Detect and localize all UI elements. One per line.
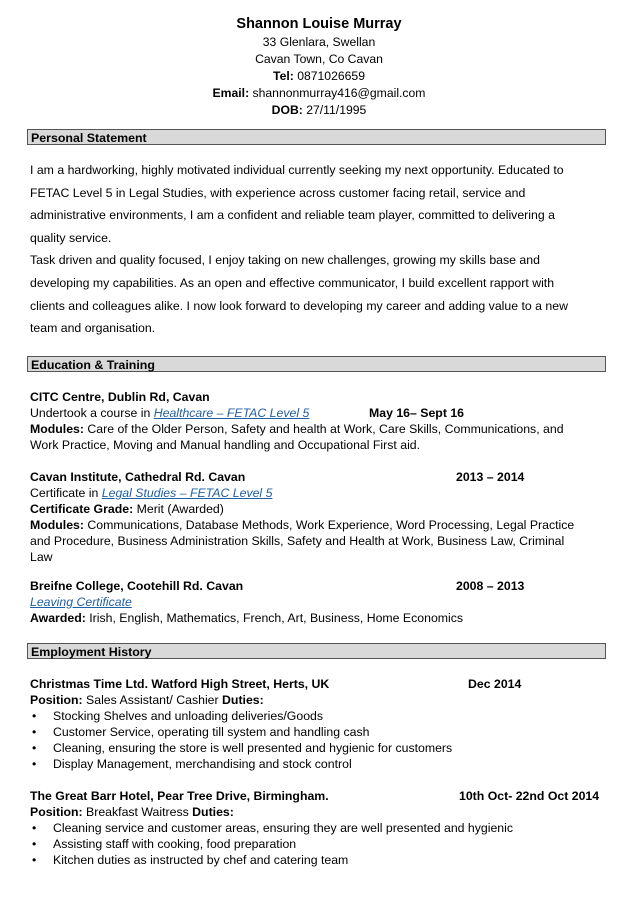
duties-label: Duties: (222, 693, 264, 707)
awarded-subjects: Irish, English, Mathematics, French, Art, Business, Home Economics (85, 611, 464, 625)
position-value: Sales Assistant/ Cashier (82, 693, 223, 707)
section-personal-statement: Personal Statement (27, 129, 606, 145)
duty-text: Customer Service, operating till system and handling cash (53, 725, 370, 739)
position-value: Breakfast Waitress (82, 805, 193, 819)
bullet-icon: • (32, 757, 37, 771)
statement-line: Task driven and quality focused, I enjoy taking on new challenges, growing my skills base and (30, 253, 540, 268)
dob-line (0, 102, 638, 119)
duty-item (30, 836, 605, 852)
certificate-link[interactable]: Leaving Certificate (30, 595, 132, 609)
statement-line: administrative environments, I am a confident and reliable team player, committed to delivering a (30, 208, 555, 223)
modules-label: Modules: (30, 518, 84, 532)
duty-text: Display Management, merchandising and stock control (53, 757, 352, 771)
dob-label: DOB: (271, 103, 303, 117)
bullet-icon: • (32, 741, 37, 755)
bullet-icon: • (32, 725, 37, 739)
duty-item (30, 820, 605, 836)
company-row (30, 788, 605, 804)
duty-text: Kitchen duties as instructed by chef and catering team (53, 853, 349, 867)
address-line-1: 33 Glenlara, Swellan (262, 35, 376, 49)
awarded-label: Awarded: (30, 611, 86, 625)
statement-line: team and organisation. (30, 321, 156, 336)
tel-value: 0871026659 (297, 69, 365, 83)
statement-line: FETAC Level 5 in Legal Studies, with experience across customer facing retail, service and (30, 185, 526, 200)
duty-text: Assisting staff with cooking, food preparation (53, 837, 297, 851)
institution-name: CITC Centre, Dublin Rd, Cavan (30, 390, 210, 404)
education-citc (30, 389, 605, 453)
section-education: Education & Training (27, 356, 606, 372)
personal-statement-text (30, 159, 605, 340)
awarded-line (30, 610, 605, 626)
duties-label: Duties: (192, 805, 234, 819)
dob-value: 27/11/1995 (306, 103, 367, 117)
course-line (30, 405, 605, 421)
institution-name: Cavan Institute, Cathedral Rd. Cavan (30, 470, 246, 484)
duty-item (30, 740, 605, 756)
statement-line: quality service. (30, 230, 112, 245)
certificate-line (30, 594, 605, 610)
bullet-icon: • (32, 709, 37, 723)
modules-line (30, 517, 605, 533)
grade-line (30, 501, 605, 517)
job-great-barr-hotel (30, 788, 605, 868)
section-employment: Employment History (27, 643, 606, 659)
duty-text: Cleaning service and customer areas, ensuring they are well presented and hygienic (53, 821, 514, 835)
position-line (30, 804, 605, 820)
duty-item (30, 852, 605, 868)
bullet-icon: • (32, 837, 37, 851)
cert-prefix: Certificate in (30, 486, 102, 500)
grade-value: Merit (Awarded) (133, 502, 224, 516)
tel-line (0, 68, 638, 85)
duty-item (30, 708, 605, 724)
education-cavan (30, 469, 605, 565)
institution-name: Breifne College, Cootehill Rd. Cavan (30, 579, 244, 593)
modules-line: Work Practice, Moving and Manual handling and Occupational First aid. (30, 438, 421, 452)
candidate-name: Shannon Louise Murray (236, 16, 402, 32)
cv-header (0, 14, 638, 119)
modules-text: Communications, Database Methods, Work Experience, Word Processing, Legal Practice (83, 518, 575, 532)
education-breifne (30, 578, 605, 626)
position-label: Position: (30, 693, 83, 707)
course-prefix: Undertook a course in (30, 406, 154, 420)
certificate-line (30, 485, 605, 501)
job-dates: 10th Oct- 22nd Oct 2014 (459, 789, 600, 803)
email-value: shannonmurray416@gmail.com (252, 86, 426, 100)
grade-label: Certificate Grade: (30, 502, 134, 516)
course-dates: May 16– Sept 16 (369, 406, 465, 420)
duty-text: Stocking Shelves and unloading deliveries/Goods (53, 709, 324, 723)
modules-line: and Procedure, Business Administration Skills, Safety and Health at Work, Business Law, Criminal (30, 534, 565, 548)
bullet-icon: • (32, 821, 37, 835)
modules-text: Care of the Older Person, Safety and health at Work, Care Skills, Communications, and (83, 422, 564, 436)
company-name: The Great Barr Hotel, Pear Tree Drive, Birmingham. (30, 789, 329, 803)
address-line-2: Cavan Town, Co Cavan (255, 52, 383, 66)
job-christmas-time (30, 676, 605, 772)
position-line (30, 692, 605, 708)
duty-text: Cleaning, ensuring the store is well presented and hygienic for customers (53, 741, 453, 755)
tel-label: Tel: (273, 69, 294, 83)
institution-row (30, 469, 605, 485)
modules-label: Modules: (30, 422, 84, 436)
company-name: Christmas Time Ltd. Watford High Street, Herts, UK (30, 677, 330, 691)
job-dates: Dec 2014 (468, 677, 522, 691)
modules-line: Law (30, 550, 53, 564)
bullet-icon: • (32, 853, 37, 867)
email-label: Email: (212, 86, 250, 100)
position-label: Position: (30, 805, 83, 819)
course-link[interactable]: Healthcare – FETAC Level 5 (153, 406, 310, 420)
statement-line: clients and colleagues alike. I now look forward to developing my career and adding value to a new (30, 298, 568, 313)
modules-line (30, 421, 605, 437)
statement-line: I am a hardworking, highly motivated individual currently seeking my next opportunity. Educated to (30, 163, 564, 177)
study-dates: 2008 – 2013 (456, 579, 525, 593)
duty-item (30, 756, 605, 772)
company-row (30, 676, 605, 692)
study-dates: 2013 – 2014 (456, 470, 525, 484)
institution-row (30, 578, 605, 594)
statement-line: developing my capabilities. As an open and effective communicator, I build excellent rapport with (30, 275, 555, 290)
email-line (0, 85, 638, 102)
duty-item (30, 724, 605, 740)
certificate-link[interactable]: Legal Studies – FETAC Level 5 (101, 486, 273, 500)
